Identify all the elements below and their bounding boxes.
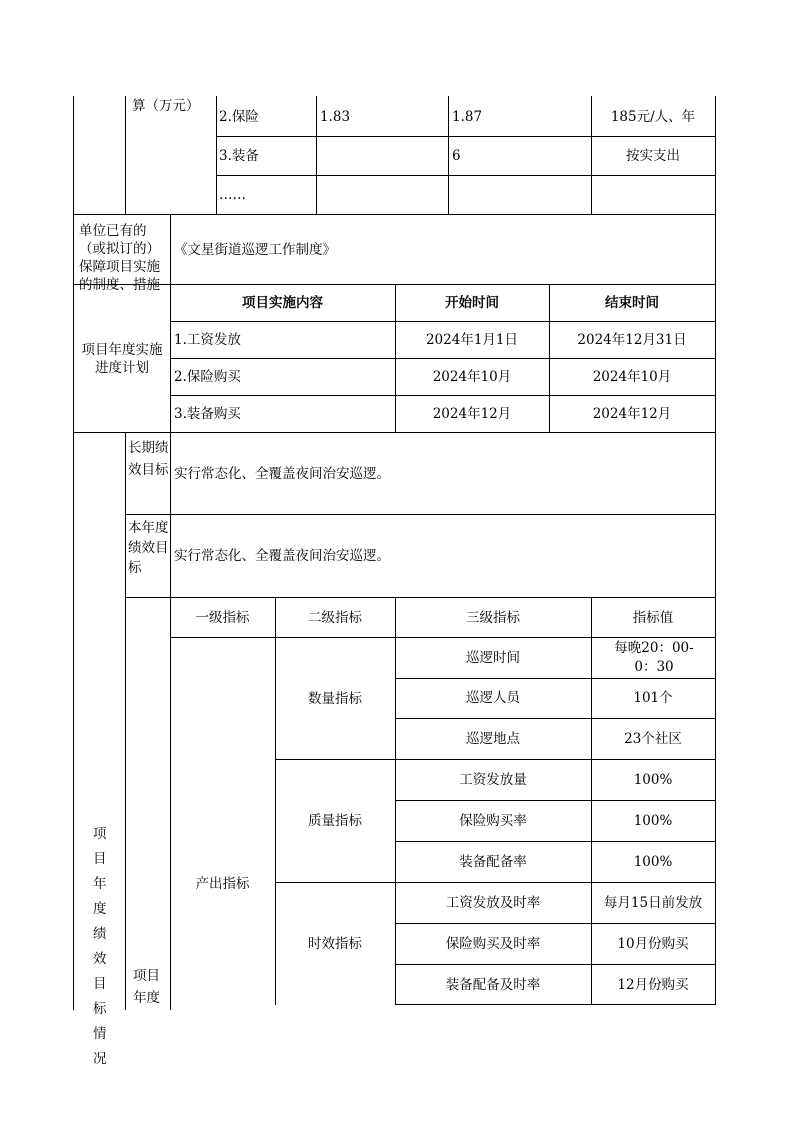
schedule-header-start: 开始时间 bbox=[445, 295, 499, 311]
grid-line bbox=[275, 759, 716, 760]
grid-line bbox=[125, 96, 126, 214]
level3-indicator: 装备配备及时率 bbox=[445, 977, 541, 993]
annual-label: 本年度绩效目标 bbox=[128, 520, 169, 576]
grid-line bbox=[73, 96, 74, 1010]
schedule-content: 3.装备购买 bbox=[174, 406, 241, 422]
indicator-value: 12月份购买 bbox=[617, 977, 689, 993]
grid-line bbox=[216, 96, 217, 214]
budget-item: 2.保险 bbox=[219, 109, 259, 125]
grid-line bbox=[395, 841, 716, 842]
long-term-value: 实行常态化、全覆盖夜间治安巡逻。 bbox=[174, 466, 390, 482]
grid-line bbox=[125, 597, 716, 598]
grid-line bbox=[395, 800, 716, 801]
schedule-content: 2.保险购买 bbox=[174, 369, 241, 385]
budget-value-b: 6 bbox=[452, 148, 461, 164]
level3-indicator: 巡逻地点 bbox=[466, 731, 520, 747]
indicator-value: 101个 bbox=[633, 690, 673, 706]
long-term-label: 长期绩效目标 bbox=[128, 440, 169, 478]
grid-line bbox=[170, 395, 716, 396]
indicator-value: 100% bbox=[633, 772, 673, 788]
indicator-side-label: 项目年度 bbox=[133, 968, 160, 1006]
indicator-header-level3: 三级指标 bbox=[466, 610, 520, 626]
indicator-value: 100% bbox=[633, 854, 673, 870]
schedule-end: 2024年10月 bbox=[592, 369, 672, 385]
grid-line bbox=[125, 514, 716, 515]
grid-line bbox=[448, 96, 449, 214]
performance-side-label: 项目年度绩效目标情况 bbox=[93, 826, 107, 1067]
indicator-value: 10月份购买 bbox=[617, 936, 689, 952]
level1-indicator: 产出指标 bbox=[195, 876, 250, 892]
budget-note: 185元/人、年 bbox=[610, 109, 696, 125]
level3-indicator: 保险购买及时率 bbox=[445, 936, 541, 952]
grid-line bbox=[216, 136, 716, 137]
level3-indicator: 巡逻时间 bbox=[466, 650, 520, 666]
level3-indicator: 巡逻人员 bbox=[466, 690, 520, 706]
schedule-end: 2024年12月31日 bbox=[577, 332, 687, 348]
schedule-content: 1.工资发放 bbox=[174, 332, 241, 348]
level3-indicator: 工资发放及时率 bbox=[445, 895, 541, 911]
budget-label: 算（万元） bbox=[132, 98, 200, 114]
level2-indicator: 时效指标 bbox=[308, 936, 362, 952]
indicator-value: 每月15日前发放 bbox=[603, 895, 703, 911]
grid-line bbox=[395, 718, 716, 719]
level3-indicator: 装备配备率 bbox=[459, 854, 527, 870]
budget-item: 3.装备 bbox=[219, 148, 259, 164]
budget-value-b: 1.87 bbox=[452, 109, 483, 125]
level2-indicator: 质量指标 bbox=[308, 813, 362, 829]
annual-value: 实行常态化、全覆盖夜间治安巡逻。 bbox=[174, 548, 390, 564]
indicator-value: 100% bbox=[633, 813, 673, 829]
grid-line bbox=[395, 964, 716, 965]
indicator-value: 23个社区 bbox=[624, 731, 682, 747]
schedule-header-content: 项目实施内容 bbox=[242, 295, 323, 311]
level3-indicator: 工资发放量 bbox=[459, 772, 527, 788]
grid-line bbox=[715, 96, 716, 1005]
schedule-start: 2024年12月 bbox=[432, 406, 512, 422]
grid-line bbox=[170, 637, 716, 638]
schedule-header-end: 结束时间 bbox=[605, 295, 659, 311]
grid-line bbox=[395, 1004, 716, 1005]
level2-indicator: 数量指标 bbox=[308, 691, 362, 707]
indicator-value: 每晚20：00-0：30 bbox=[614, 640, 694, 675]
grid-line bbox=[125, 432, 126, 1010]
indicator-header-level2: 二级指标 bbox=[308, 610, 362, 626]
grid-line bbox=[216, 175, 716, 176]
budget-value-a: 1.83 bbox=[320, 109, 351, 125]
system-value: 《文星街道巡逻工作制度》 bbox=[174, 242, 336, 258]
indicator-header-value: 指标值 bbox=[632, 610, 674, 626]
level3-indicator: 保险购买率 bbox=[459, 813, 527, 829]
grid-line bbox=[170, 214, 171, 284]
grid-line bbox=[170, 321, 716, 322]
schedule-start: 2024年1月1日 bbox=[425, 332, 519, 348]
schedule-end: 2024年12月 bbox=[592, 406, 672, 422]
grid-line bbox=[395, 678, 716, 679]
budget-note: 按实支出 bbox=[626, 148, 680, 164]
schedule-start: 2024年10月 bbox=[432, 369, 512, 385]
budget-item: …… bbox=[219, 187, 246, 203]
grid-line bbox=[316, 96, 317, 214]
indicator-header-level1: 一级指标 bbox=[195, 610, 250, 626]
grid-line bbox=[395, 923, 716, 924]
system-label: 单位已有的（或拟订的）保障项目实施的制度、措施 bbox=[79, 223, 160, 293]
grid-line bbox=[275, 882, 716, 883]
schedule-label: 项目年度实施进度计划 bbox=[81, 342, 163, 376]
grid-line bbox=[170, 432, 171, 1010]
grid-line bbox=[170, 358, 716, 359]
